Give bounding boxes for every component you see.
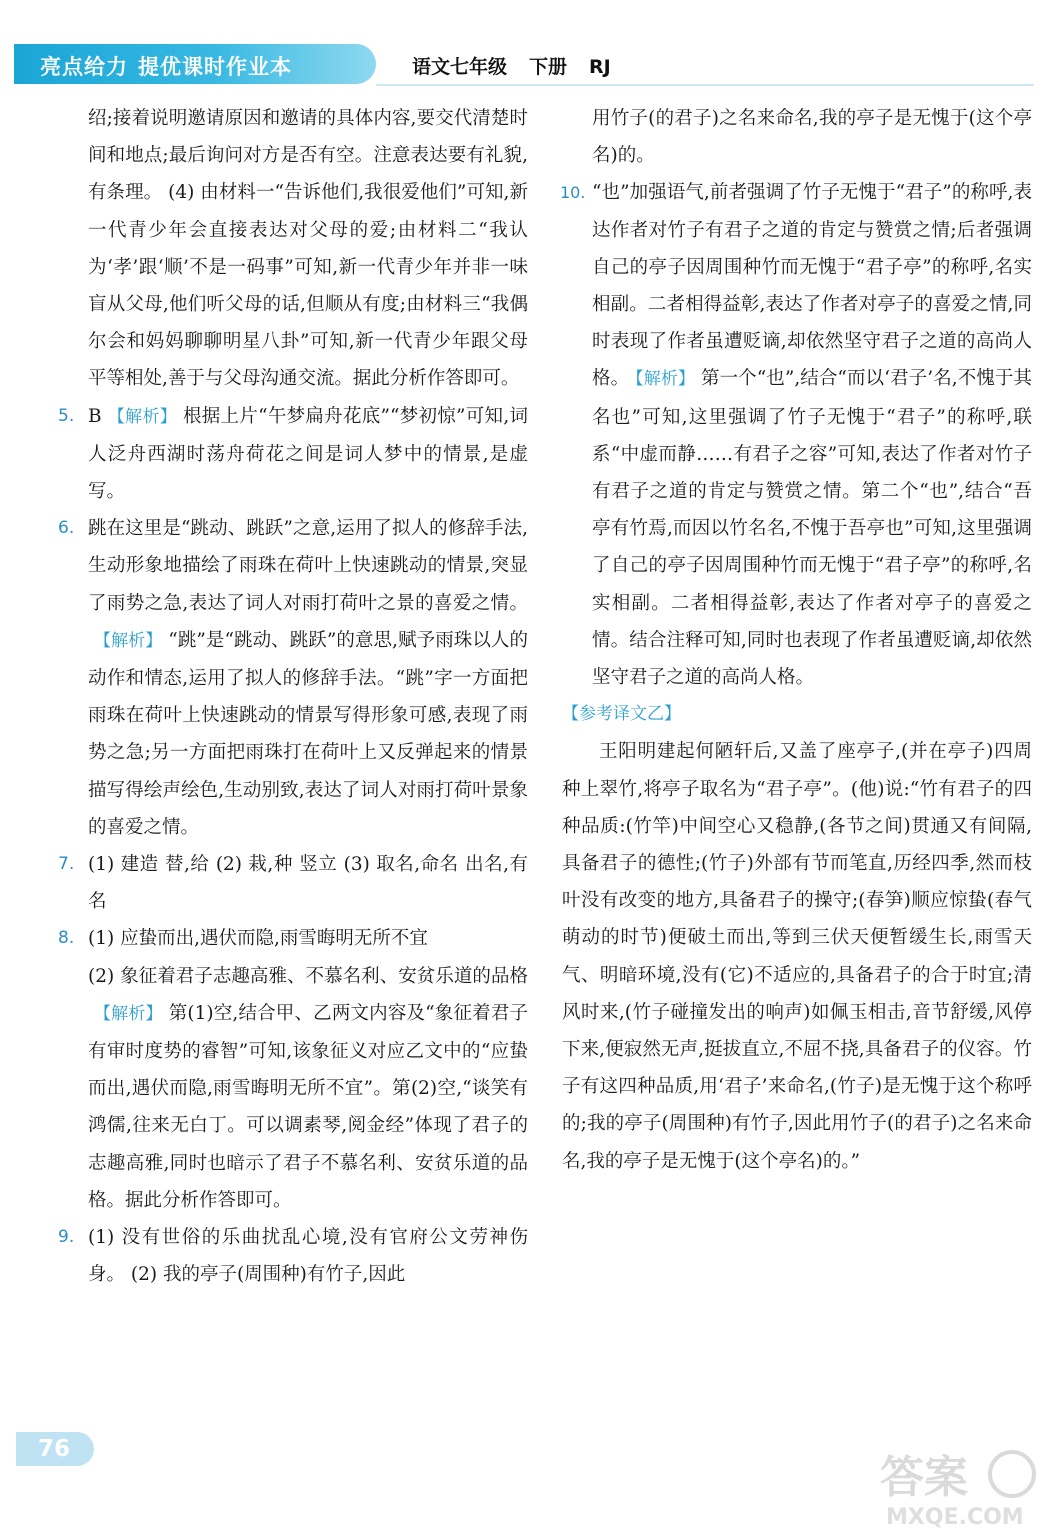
answer-text: “也”加强语气,前者强调了竹子无愧于“君子”的称呼,表达作者对竹子有君子之道的肯定与赞赏之情;后者强调自己的亭子因周围种竹而无愧于“君子亭”的称呼,名实相副。二者相得益彰,表达了作者对亭子的喜爱之情,同时表现了作者虽遭贬谪,却依然坚守君子之道的高尚人格。 — [592, 182, 1032, 390]
subject-grade: 语文七年级 — [412, 56, 508, 78]
brand-name: 亮点给力 — [40, 55, 128, 79]
answer-text: (1) 建造 替,给 (2) 栽,种 竖立 (3) 取名,命名 出名,有名 — [88, 854, 528, 913]
analysis-text: 第一个“也”,结合“而以‘君子’名,不愧于其名也”可知,这里强调了竹子无愧于“君子”的称呼,联系“中虚而静……有君子之容”可知,表达了作者对竹子有君子之道的肯定与赞赏之情。第二个“也”,结合“吾亭有竹焉,而因以竹名名,不愧于吾亭也”可知,这里强调了自己的亭子因周围种竹而无愧于“君子亭”的称呼,名实相副。二者相得益彰,表达了作者对亭子的喜爱之情。结合注释可知,同时也表现了作者虽遭贬谪,却依然坚守君子之道的高尚人格。 — [592, 368, 1032, 689]
analysis-tag: 【解析】 — [107, 406, 177, 427]
answer-item-9 — [58, 1219, 528, 1293]
analysis-tag: 【解析】 — [635, 369, 695, 390]
watermark-logo — [872, 1440, 1040, 1530]
item-number: 6. — [58, 518, 75, 539]
answer-item-5 — [58, 398, 528, 511]
answer-part-2: (2) 象征着君子志趣高雅、不慕名利、安贫乐道的品格 — [88, 965, 528, 987]
reference-translation-text: 王阳明建起何陋轩后,又盖了座亭子,(并在亭子)四周种上翠竹,将亭子取名为“君子亭”。(他)说:“竹有君子的四种品质:(竹竿)中间空心又稳静,(各节之间)贯通又有间隔,具备君子的德性;(竹子)外部有节而笔直,历经四季,然而枝叶没有改变的地方,具备君子的操守;(春笋)顺应惊蛰(春气萌动的时节)便破土而出,等到三伏天便暂缓生长,雨雪天气、明暗环境,没有(它)不适应的,具备君子的合于时宜;清风时来,(竹子碰撞发出的响声)如佩玉相击,音节舒缓,风停下来,便寂然无声,挺拔直立,不屈不挠,具备君子的仪容。竹子有这四种品质,用‘君子’来命名,(竹子)是无愧于这个称呼的;我的亭子(周围种)有竹子,因此用竹子(的君子)之名来命名,我的亭子是无愧于(这个亭名)的。” — [562, 741, 1032, 1172]
analysis-text: 根据上片“午梦扁舟花底”“梦初惊”可知,词人泛舟西湖时荡舟荷花之间是词人梦中的情景,是虚写。 — [88, 405, 528, 503]
brand-banner — [14, 44, 376, 84]
item-number: 10. — [560, 183, 586, 203]
page-number: 76 — [16, 1432, 94, 1466]
analysis-tag: 【解析】 — [94, 1003, 163, 1024]
right-column — [562, 100, 1032, 1180]
reference-translation-heading: 【参考译文乙】 — [562, 704, 681, 725]
header-divider — [376, 84, 1034, 86]
item-number: 9. — [58, 1227, 75, 1248]
answer-continuation-9: 用竹子(的君子)之名来命名,我的亭子是无愧于(这个亭名)的。 — [592, 108, 1032, 167]
item-number: 8. — [58, 928, 75, 949]
watermark-text: 答案 — [880, 1452, 968, 1503]
watermark-seal — [990, 1452, 1034, 1496]
left-column — [58, 100, 528, 1294]
brand-title — [40, 51, 292, 81]
analysis-text: 第(1)空,结合甲、乙两文内容及“象征着君子有审时度势的睿智”可知,该象征义对应乙文中的“应蛰而出,遇伏而隐,雨雪晦明无所不宜”。第(2)空,“谈笑有鸿儒,往来无白丁。可以调素琴,阅金经”体现了君子的志趣高雅,同时也暗示了君子不慕名利、安贫乐道的品格。据此分析作答即可。 — [88, 1002, 528, 1211]
answer-item-7 — [58, 846, 528, 920]
answer-continuation-4: 绍;接着说明邀请原因和邀请的具体内容,要交代清楚时间和地点;最后询问对方是否有空。注意表达要有礼貌,有条理。 (4) 由材料一“告诉他们,我很爱他们”可知,新一代青少年会直接表达对父母的爱;由材料二“我认为‘孝’跟‘顺’不是一码事”可知,新一代青少年并非一味盲从父母,他们听父母的话,但顺从有度;由材料三“我偶尔会和妈妈聊聊明星八卦”可知,新一代青少年跟父母平等相处,善于与父母沟通交流。据此分析作答即可。 — [88, 108, 528, 390]
analysis-text: “跳”是“跳动、跳跃”的意思,赋予雨珠以人的动作和情态,运用了拟人的修辞手法。“跳”字一方面把雨珠在荷叶上快速跳动的情景写得形象可感,表现了雨势之急;另一方面把雨珠打在荷叶上又反弹起来的情景描写得绘声绘色,生动别致,表达了词人对雨打荷叶景象的喜爱之情。 — [88, 629, 529, 838]
answer-text: (1) 没有世俗的乐曲扰乱心境,没有官府公文劳神伤身。 (2) 我的亭子(周围种)有竹子,因此 — [88, 1227, 528, 1286]
answer-text: B — [88, 405, 102, 427]
watermark-url: MXQE.COM — [886, 1505, 1024, 1530]
answer-item-10 — [562, 174, 1032, 696]
item-number: 5. — [58, 405, 75, 426]
brand-series: 提优课时作业本 — [138, 55, 292, 79]
answer-item-6 — [58, 510, 528, 846]
answer-item-8 — [58, 920, 528, 1219]
answer-text: 跳在这里是“跳动、跳跃”之意,运用了拟人的修辞手法,生动形象地描绘了雨珠在荷叶上快速跳动的情景,突显了雨势之急,表达了词人对雨打荷叶之景的喜爱之情。 — [88, 518, 528, 614]
subject-info — [412, 52, 633, 79]
subject-edition: RJ — [589, 56, 611, 78]
analysis-tag: 【解析】 — [94, 630, 163, 651]
page-header — [14, 44, 1034, 86]
subject-volume: 下册 — [529, 56, 568, 78]
answer-part-1: (1) 应蛰而出,遇伏而隐,雨雪晦明无所不宜 — [88, 928, 428, 950]
item-number: 7. — [58, 854, 75, 875]
